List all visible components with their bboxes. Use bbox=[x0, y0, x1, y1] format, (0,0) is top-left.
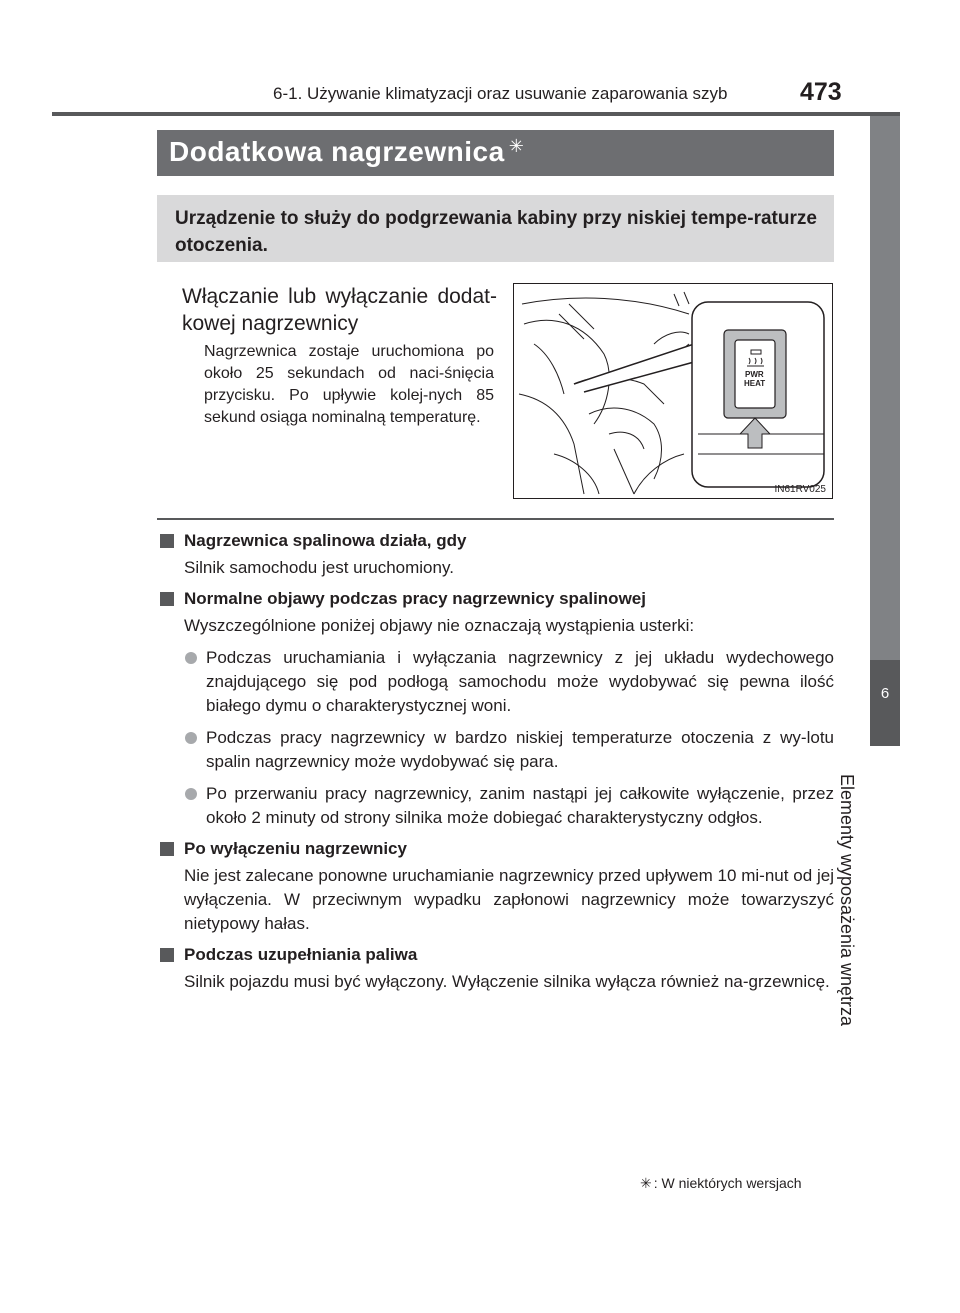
header-rule bbox=[52, 112, 900, 116]
bullet-text: Podczas pracy nagrzewnicy w bardzo niskiej temperaturze otoczenia z wy-lotu spalin nagrzewnicy może wydobywać się para. bbox=[206, 728, 834, 771]
note-title-text: Podczas uzupełniania paliwa bbox=[184, 945, 418, 964]
section-title bbox=[169, 136, 524, 168]
note-title-text: Po wyłączeniu nagrzewnicy bbox=[184, 839, 407, 858]
note-title bbox=[160, 588, 834, 610]
note-title-text: Normalne objawy podczas pracy nagrzewnicy spalinowej bbox=[184, 589, 646, 608]
intro-box bbox=[157, 195, 834, 262]
chapter-number: 6 bbox=[880, 685, 890, 702]
note-title-text: Nagrzewnica spalinowa działa, gdy bbox=[184, 531, 467, 550]
square-bullet-icon bbox=[160, 534, 174, 548]
square-bullet-icon bbox=[160, 842, 174, 856]
note-item bbox=[160, 588, 834, 830]
note-title bbox=[160, 944, 834, 966]
bullet-item bbox=[160, 646, 834, 718]
footnote-text: : W niektórych wersjach bbox=[653, 1175, 802, 1191]
footnote bbox=[640, 1175, 802, 1192]
bullet-item bbox=[160, 782, 834, 830]
running-header: 6-1. Używanie klimatyzacji oraz usuwanie zaparowania szyb bbox=[273, 84, 728, 103]
circle-bullet-icon bbox=[185, 732, 197, 744]
circle-bullet-icon bbox=[185, 652, 197, 664]
chapter-tab bbox=[870, 660, 900, 746]
note-item bbox=[160, 838, 834, 936]
note-body: Silnik pojazdu musi być wyłączony. Wyłączenie silnika wyłącza również na-grzewnicę. bbox=[184, 972, 830, 991]
figure-id: IN61RV025 bbox=[774, 484, 826, 495]
operation-description: Nagrzewnica zostaje uruchomiona po około 25 sekundach od naci-śnięcia przycisku. Po upływie kolej-nych 85 sekund osiąga nominalną temperaturę. bbox=[204, 343, 494, 426]
chapter-title: Elementy wyposażenia wnętrza bbox=[837, 773, 857, 1027]
section-banner bbox=[157, 130, 834, 176]
asterisk-icon: ✳ bbox=[508, 136, 525, 156]
operation-title: Włączanie lub wyłączanie dodat-kowej nagrzewnicy bbox=[182, 285, 497, 335]
asterisk-icon: ✳ bbox=[640, 1175, 652, 1191]
section-separator bbox=[157, 518, 834, 520]
bullet-text: Po przerwaniu pracy nagrzewnicy, zanim nastąpi jej całkowite wyłączenie, przez około 2 minuty od strony silnika może dobiegać charakterystyczny odgłos. bbox=[206, 784, 834, 827]
notes-list bbox=[160, 530, 834, 1002]
note-item bbox=[160, 944, 834, 994]
button-label-heat: HEAT bbox=[744, 379, 766, 388]
button-label-pwr: PWR bbox=[745, 370, 764, 379]
square-bullet-icon bbox=[160, 948, 174, 962]
note-body: Silnik samochodu jest uruchomiony. bbox=[184, 558, 454, 577]
note-title bbox=[160, 530, 834, 552]
section-title-text: Dodatkowa nagrzewnica bbox=[169, 136, 505, 167]
dashboard-illustration bbox=[513, 283, 833, 499]
bullet-text: Podczas uruchamiania i wyłączania nagrzewnicy z jej układu wydechowego znajdującego się pod podłogą samochodu może wydobywać się pewna ilość białego dymu o charakterystycznej woni. bbox=[206, 648, 834, 715]
note-title bbox=[160, 838, 834, 860]
circle-bullet-icon bbox=[185, 788, 197, 800]
intro-text: Urządzenie to służy do podgrzewania kabiny przy niskiej tempe-raturze otoczenia. bbox=[175, 208, 817, 256]
side-strip bbox=[870, 116, 900, 660]
bullet-item bbox=[160, 726, 834, 774]
note-body: Wyszczególnione poniżej objawy nie oznaczają wystąpienia usterki: bbox=[184, 616, 695, 635]
square-bullet-icon bbox=[160, 592, 174, 606]
note-item bbox=[160, 530, 834, 580]
dashboard-drawing bbox=[514, 284, 834, 500]
page-number: 473 bbox=[800, 78, 842, 106]
note-body: Nie jest zalecane ponowne uruchamianie nagrzewnicy przed upływem 10 mi-nut od jej wyłączenia. W przeciwnym wypadku zapłonowi nagrzewnicy może towarzyszyć nietypowy hałas. bbox=[184, 866, 834, 933]
